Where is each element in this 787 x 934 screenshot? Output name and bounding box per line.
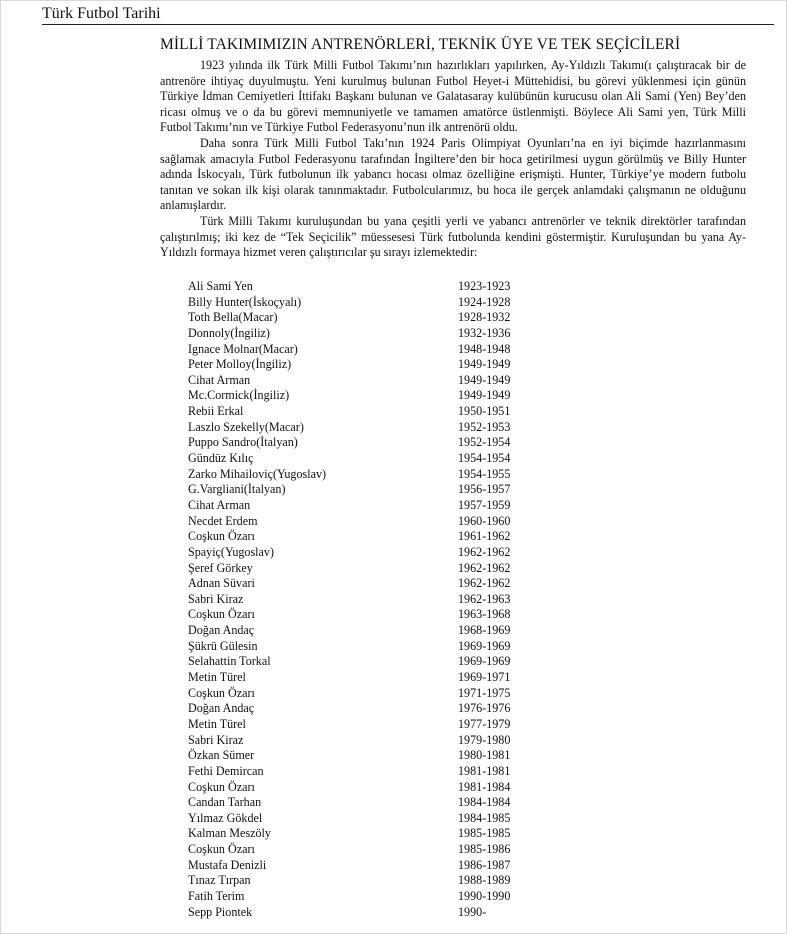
coach-name: Rebii Erkal xyxy=(188,404,244,419)
coach-name: Coşkun Özarı xyxy=(188,842,255,857)
coach-years: 1949-1949 xyxy=(458,357,511,372)
coach-name: Doğan Andaç xyxy=(188,701,255,716)
coach-years: 1961-1962 xyxy=(458,529,511,544)
coach-name: Laszlo Szekelly(Macar) xyxy=(188,419,304,434)
coach-years: 1963-1968 xyxy=(458,607,511,622)
coach-years: 1950-1951 xyxy=(458,404,511,419)
coach-row xyxy=(188,514,588,530)
coach-name: Tınaz Tırpan xyxy=(188,873,251,888)
coach-name: Ali Sami Yen xyxy=(188,279,253,293)
coach-name: Coşkun Özarı xyxy=(188,529,255,544)
coach-name: Zarko Mihailoviç(Yugoslav) xyxy=(188,466,327,481)
coach-list xyxy=(188,279,588,920)
coach-name: Sepp Piontek xyxy=(188,904,253,919)
coach-years: 1923-1923 xyxy=(458,279,511,293)
coach-row xyxy=(188,467,588,483)
coach-row xyxy=(188,889,588,905)
coach-row xyxy=(188,357,588,373)
coach-years: 1962-1962 xyxy=(458,560,511,575)
coach-name: Cihat Arman xyxy=(188,372,251,387)
coach-row xyxy=(188,529,588,545)
header-rule xyxy=(42,24,774,25)
coach-row xyxy=(188,279,588,295)
coach-years: 1924-1928 xyxy=(458,294,511,309)
running-head: Türk Futbol Tarihi xyxy=(42,5,161,22)
coach-years: 1980-1981 xyxy=(458,748,511,763)
coach-row xyxy=(188,780,588,796)
coach-years: 1957-1959 xyxy=(458,497,511,512)
coach-years: 1962-1962 xyxy=(458,544,511,559)
coach-row xyxy=(188,623,588,639)
coach-name: Adnan Süvari xyxy=(188,576,255,591)
coach-row xyxy=(188,858,588,874)
coach-row xyxy=(188,435,588,451)
coach-name: Spayiç(Yugoslav) xyxy=(188,544,274,559)
coach-row xyxy=(188,748,588,764)
coach-years: 1986-1987 xyxy=(458,857,511,872)
coach-row xyxy=(188,905,588,921)
coach-row xyxy=(188,342,588,358)
coach-name: Metin Türel xyxy=(188,716,246,731)
coach-name: Özkan Sümer xyxy=(188,748,255,763)
coach-years: 1928-1932 xyxy=(458,310,511,325)
coach-row xyxy=(188,498,588,514)
paragraph-1: 1923 yılında ilk Türk Milli Futbol Takımı’nın hazırlıkları yapılırken, Ay-Yıldızlı Takımı(ı çalıştıracak bir de antrenöre ihtiyaç duyulmuştu. Yeni kurulmuş bulunan Futbol Heyet-i Müttehidisi, bu görevi yüklenmesi için günün Türkiye İdman Cemiyetleri İttifakı Başkanı bulunan ve Galatasaray kulübünün kurucusu olan Ali Sami (Yen) Bey’den ricası olmuş ve o da bu görevi memnuniyetle ve tamamen amatörce üstlenmişti. Böylece Ali Sami yen, Türk Milli Futbol Takımı’nın ve Türkiye Futbol Federasyonu’nun ilk antrenörü oldu. xyxy=(160,58,746,135)
coach-name: Doğan Andaç xyxy=(188,623,255,638)
section-title: MİLLİ TAKIMIMIZIN ANTRENÖRLERİ, TEKNİK ÜYE VE TEK SEÇİCİLERİ xyxy=(160,36,681,53)
coach-name: Donnoly(İngiliz) xyxy=(188,325,270,340)
coach-years: 1969-1969 xyxy=(458,654,511,669)
coach-name: Sabri Kiraz xyxy=(188,732,244,747)
coach-name: Kalman Meszöly xyxy=(188,826,271,841)
coach-name: Mc.Cormick(İngiliz) xyxy=(188,388,290,403)
coach-name: Yılmaz Gökdel xyxy=(188,810,263,825)
coach-years: 1952-1953 xyxy=(458,419,511,434)
coach-row xyxy=(188,733,588,749)
coach-row xyxy=(188,388,588,404)
coach-row xyxy=(188,873,588,889)
coach-name: Metin Türel xyxy=(188,670,246,685)
coach-row xyxy=(188,701,588,717)
coach-row xyxy=(188,451,588,467)
coach-row xyxy=(188,592,588,608)
coach-years: 1954-1954 xyxy=(458,451,511,466)
coach-years: 1954-1955 xyxy=(458,466,511,481)
coach-name: Fethi Demircan xyxy=(188,763,264,778)
coach-years: 1979-1980 xyxy=(458,732,511,747)
coach-name: Coşkun Özarı xyxy=(188,607,255,622)
coach-name: Toth Bella(Macar) xyxy=(188,310,278,325)
coach-years: 1969-1969 xyxy=(458,638,511,653)
coach-name: Cihat Arman xyxy=(188,497,251,512)
coach-row xyxy=(188,310,588,326)
coach-name: G.Vargliani(İtalyan) xyxy=(188,482,286,497)
coach-years: 1932-1936 xyxy=(458,325,511,340)
coach-years: 1969-1971 xyxy=(458,670,511,685)
coach-name: Fatih Terim xyxy=(188,888,245,903)
coach-row xyxy=(188,420,588,436)
coach-years: 1952-1954 xyxy=(458,435,511,450)
coach-row xyxy=(188,576,588,592)
coach-years: 1985-1986 xyxy=(458,842,511,857)
coach-row xyxy=(188,670,588,686)
coach-years: 1962-1963 xyxy=(458,591,511,606)
coach-row xyxy=(188,561,588,577)
coach-years: 1985-1985 xyxy=(458,826,511,841)
coach-years: 1990-1990 xyxy=(458,888,511,903)
coach-row xyxy=(188,607,588,623)
coach-name: Puppo Sandro(İtalyan) xyxy=(188,435,298,450)
coach-name: Mustafa Denizli xyxy=(188,857,267,872)
coach-name: Şeref Görkey xyxy=(188,560,253,575)
coach-row xyxy=(188,482,588,498)
coach-row xyxy=(188,295,588,311)
coach-years: 1984-1984 xyxy=(458,795,511,810)
coach-years: 1976-1976 xyxy=(458,701,511,716)
coach-row xyxy=(188,545,588,561)
coach-name: Necdet Erdem xyxy=(188,513,258,528)
coach-row xyxy=(188,764,588,780)
coach-years: 1984-1985 xyxy=(458,810,511,825)
coach-years: 1962-1962 xyxy=(458,576,511,591)
coach-row xyxy=(188,826,588,842)
coach-years: 1949-1949 xyxy=(458,372,511,387)
coach-row xyxy=(188,654,588,670)
coach-row xyxy=(188,717,588,733)
coach-row xyxy=(188,373,588,389)
paragraph-2: Daha sonra Türk Milli Futbol Takı’nın 1924 Paris Olimpiyat Oyunları’na en iyi biçimde hazırlanmasını sağlamak amacıyla Futbol Federasyonu tarafından İngiltere’den bir hoca getirilmesi uygun görülmüş ve Billy Hunter adında İskocyalı, Türk futbolunun ilk yabancı hocası olmaz özelliğine erişmişti. Hunter, Türkiye’ye modern futbolu tanıtan ve sokan ilk kişi olarak tanınmaktadır. Futbolcularımız, bu hoca ile gerçek anlamdaki çalışmanın ne olduğunu anlamışlardır. xyxy=(160,135,746,213)
coach-years: 1960-1960 xyxy=(458,513,511,528)
coach-row xyxy=(188,404,588,420)
coach-years: 1949-1949 xyxy=(458,388,511,403)
coach-years: 1977-1979 xyxy=(458,716,511,731)
coach-years: 1971-1975 xyxy=(458,685,511,700)
coach-row xyxy=(188,639,588,655)
coach-row xyxy=(188,795,588,811)
coach-years: 1981-1981 xyxy=(458,763,511,778)
coach-years: 1988-1989 xyxy=(458,873,511,888)
coach-row xyxy=(188,842,588,858)
coach-name: Coşkun Özarı xyxy=(188,685,255,700)
coach-name: Candan Tarhan xyxy=(188,795,262,810)
coach-row xyxy=(188,686,588,702)
coach-years: 1948-1948 xyxy=(458,341,511,356)
coach-name: Peter Molloy(İngiliz) xyxy=(188,357,292,372)
body-text xyxy=(160,58,746,261)
coach-name: Sabri Kiraz xyxy=(188,591,244,606)
coach-row xyxy=(188,811,588,827)
coach-years: 1981-1984 xyxy=(458,779,511,794)
coach-row xyxy=(188,326,588,342)
coach-name: Gündüz Kılıç xyxy=(188,451,254,466)
coach-name: Billy Hunter(İskoçyalı) xyxy=(188,294,302,309)
paragraph-3: Türk Milli Takımı kuruluşundan bu yana çeşitli yerli ve yabancı antrenörler ve teknik direktörler tarafından çalıştırılmış; iki kez de “Tek Seçicilik” müessesesi Türk futbolunda kendini göstermiştir. Kuruluşundan bu yana Ay-Yıldızlı formaya hizmet veren çalıştırıcılar şu sırayı izlemektedir: xyxy=(160,213,746,260)
coach-years: 1990- xyxy=(458,904,487,919)
coach-name: Coşkun Özarı xyxy=(188,779,255,794)
coach-name: Şükrü Gülesin xyxy=(188,638,258,653)
coach-years: 1956-1957 xyxy=(458,482,511,497)
coach-name: Selahattin Torkal xyxy=(188,654,271,669)
coach-name: Ignace Molnar(Macar) xyxy=(188,341,298,356)
coach-years: 1968-1969 xyxy=(458,623,511,638)
